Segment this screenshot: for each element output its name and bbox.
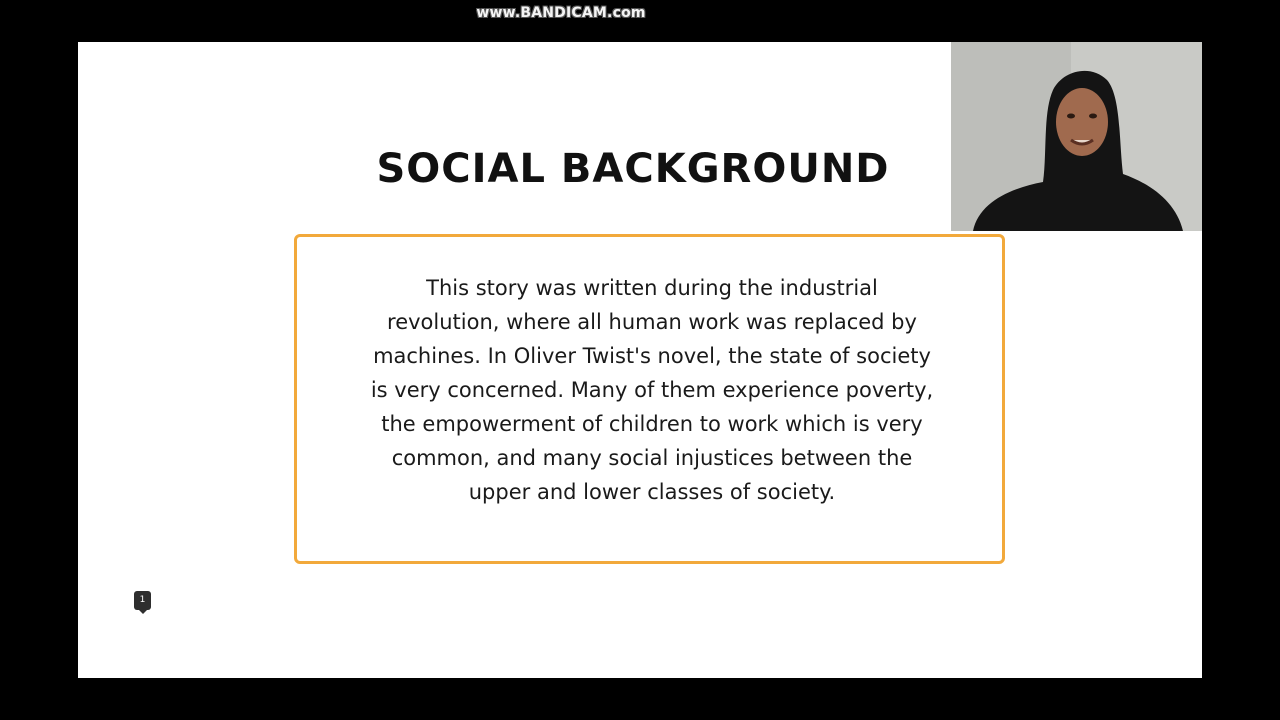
page-number-badge[interactable]: 1 <box>134 591 151 610</box>
slide-body-text: This story was written during the industrial revolution, where all human work was replaced by machines. In Oliver Twist's novel, the state of society is very concerned. Many of them experience poverty, the empowerment of children to work which is very common, and many social injustices between the upper and lower classes of society. <box>370 276 934 504</box>
presenter-video-icon <box>951 42 1202 231</box>
recorder-watermark: www.BANDICAM.com <box>476 5 646 21</box>
webcam-overlay <box>951 42 1202 231</box>
content-box <box>294 234 1005 564</box>
slide-title: SOCIAL BACKGROUND <box>376 146 890 192</box>
